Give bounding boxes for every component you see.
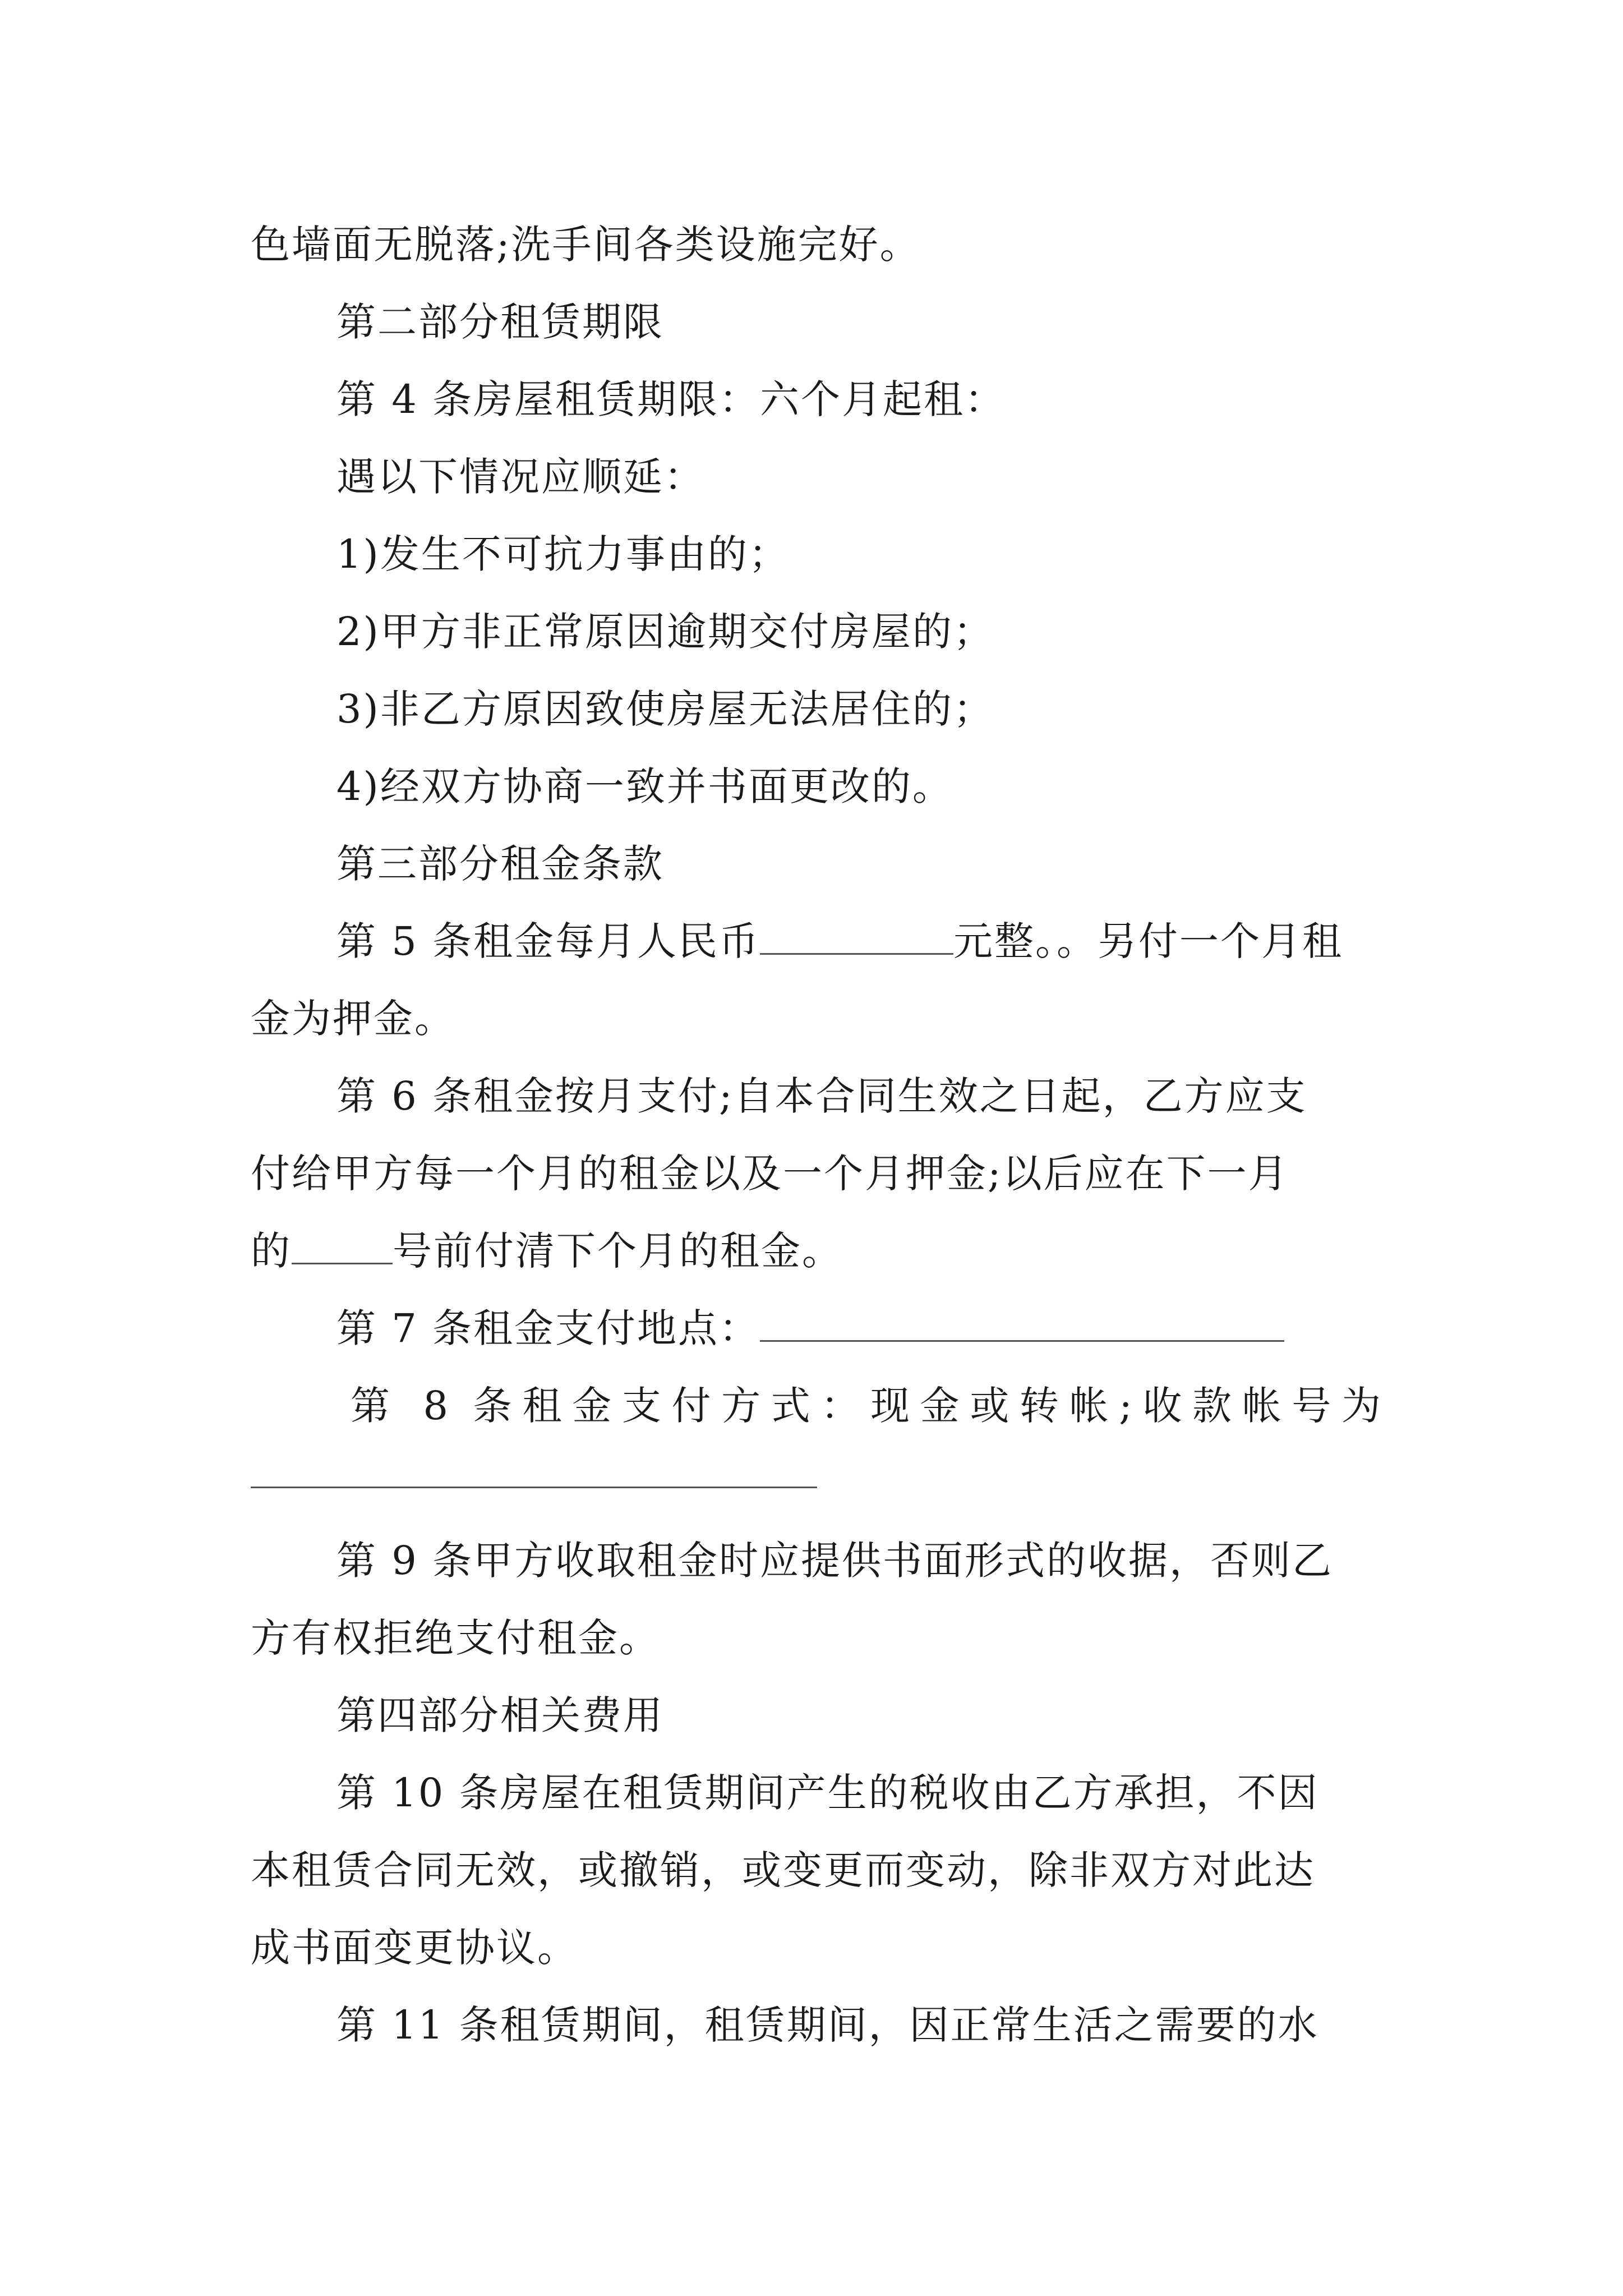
clause-9: 第 9 条甲方收取租金时应提供书面形式的收据，否则乙 — [336, 1538, 1334, 1584]
clause-4: 第 4 条房屋租赁期限：六个月起租： — [336, 376, 1006, 422]
payment-location-blank — [760, 1305, 1284, 1342]
list-item: 4)经双方协商一致并书面更改的。 — [336, 763, 953, 809]
paragraph-line: 色墙面无脱落;洗手间各类设施完好。 — [251, 222, 921, 268]
section-heading: 第二部分租赁期限 — [336, 299, 664, 345]
clause-10: 第 10 条房屋在租赁期间产生的税收由乙方承担，不因 — [336, 1770, 1319, 1816]
clause-6: 第 6 条租金按月支付;自本合同生效之日起，乙方应支 — [336, 1073, 1307, 1119]
list-item: 2)甲方非正常原因逾期交付房屋的； — [336, 609, 994, 655]
section-heading: 第三部分租金条款 — [336, 841, 664, 887]
clause-5-text-end: 元整。。另付一个月租 — [953, 918, 1344, 964]
clause-6-text-start: 的 — [251, 1228, 292, 1274]
clause-8: 第 8 条租金支付方式：现金或转帐;收款帐号为 — [351, 1383, 1382, 1429]
clause-7-text: 第 7 条租金支付地点： — [336, 1305, 760, 1351]
paragraph-line — [251, 1212, 1384, 1290]
account-number-blank — [251, 1487, 817, 1488]
list-item: 1)发生不可抗力事由的； — [336, 531, 790, 577]
paragraph-line: 付给甲方每一个月的租金以及一个月押金;以后应在下一月 — [251, 1151, 1289, 1197]
paragraph-line: 本租赁合同无效，或撤销，或变更而变动，除非双方对此达 — [251, 1847, 1315, 1893]
rent-amount-blank — [760, 918, 953, 955]
clause-5 — [336, 903, 1385, 980]
paragraph-line: 金为押金。 — [251, 996, 455, 1042]
clause-6-text-end: 号前付清下个月的租金。 — [393, 1228, 843, 1274]
payment-day-blank — [292, 1228, 393, 1264]
paragraph-line: 遇以下情况应顺延： — [336, 454, 705, 500]
clause-11: 第 11 条租赁期间，租赁期间，因正常生活之需要的水 — [336, 2002, 1319, 2048]
clause-5-text-start: 第 5 条租金每月人民币 — [336, 918, 760, 964]
clause-7 — [336, 1290, 1385, 1367]
paragraph-line: 方有权拒绝支付租金。 — [251, 1615, 660, 1661]
paragraph-line: 成书面变更协议。 — [251, 1925, 578, 1971]
list-item: 3)非乙方原因致使房屋无法居住的； — [336, 686, 994, 732]
section-heading: 第四部分相关费用 — [336, 1692, 664, 1738]
